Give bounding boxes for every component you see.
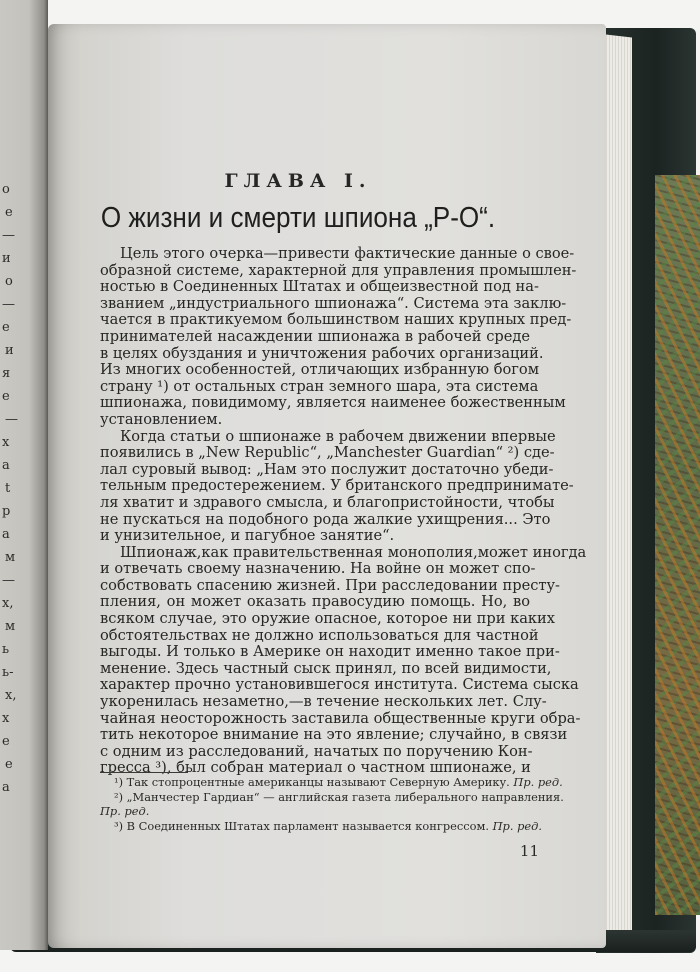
- text-line: чайная неосторожность заставила общественные круги обра-: [100, 709, 581, 727]
- left-page-fragment: е: [2, 320, 10, 335]
- footnote-3: [100, 818, 542, 834]
- left-page-fragment: е: [5, 205, 13, 220]
- text-line: укоренилась незаметно,—в течение нескольких лет. Слу-: [100, 693, 547, 711]
- footnote-1: [100, 775, 563, 790]
- left-page-fragment: а: [2, 458, 10, 473]
- left-page-fragment: ь-: [2, 665, 14, 680]
- text-line: Когда статьи о шпионаже в рабочем движении впервые: [120, 427, 556, 445]
- left-page-fragment: о: [5, 274, 13, 289]
- footnote-text: ³) В Соединенных Штатах парламент называется конгрессом.: [114, 818, 489, 833]
- text-line: характер прочно установившегося института. Система сыска: [100, 676, 579, 694]
- left-page-fragment: о: [2, 182, 10, 197]
- left-page-fragment: —: [2, 573, 15, 588]
- left-page-fragment: я: [2, 366, 11, 381]
- left-page-fragment: х: [2, 711, 10, 726]
- text-line: не пускаться на подобного рода жалкие ухищрения... Это: [100, 510, 551, 528]
- text-line: званием „индустриального шпионажа“. Система эта заклю-: [100, 294, 567, 312]
- left-page-fragment: —: [2, 228, 15, 243]
- left-page-fragment: е: [2, 389, 10, 404]
- left-page-fragment: а: [2, 527, 10, 542]
- text-line: и унизительное, и пагубное занятие“.: [100, 527, 395, 545]
- footnote-text: ¹) Так стопроцентные американцы называют Северную Америку.: [114, 775, 510, 789]
- left-page-fragment: и: [2, 251, 11, 266]
- text-line: ностью в Соединенных Штатах и общеизвестной под на-: [100, 278, 539, 296]
- text-line: и отвечать своему назначению. На войне он может спо-: [100, 560, 536, 578]
- text-line: установлением.: [100, 410, 223, 428]
- page-number: 11: [519, 842, 539, 860]
- text-line: Цель этого очерка—привести фактические данные о свое-: [120, 245, 575, 262]
- body-text: [100, 245, 587, 777]
- left-page-fragment: —: [2, 297, 15, 312]
- left-page-fragment: х: [2, 435, 10, 450]
- left-page-fragment: х,: [5, 688, 17, 703]
- chapter-heading: ГЛАВА I.: [224, 170, 372, 192]
- text-line: чается в практикуемом большинством наших крупных пред-: [100, 311, 572, 329]
- text-line: в целях обуздания и уничтожения рабочих организаций.: [100, 344, 544, 362]
- text-line: шпионажа, повидимому, является наименее божественным: [100, 394, 566, 412]
- text-line: образной системе, характерной для управления промышлен-: [100, 261, 577, 279]
- text-line: выгоды. И только в Америке он находит именно такое при-: [100, 643, 560, 661]
- editor-note: Пр. ред.: [100, 804, 150, 818]
- left-page-fragment: м: [5, 619, 16, 634]
- editor-note: Пр. ред.: [492, 818, 542, 833]
- text-line: страну ¹) от остальных стран земного шара, эта система: [100, 377, 539, 395]
- left-page-fragment: t: [5, 481, 11, 496]
- left-page-fragment: е: [5, 757, 13, 772]
- text-line: гресса ³), был собран материал о частном шпионаже, и: [100, 759, 531, 777]
- footnote-2: [100, 789, 564, 805]
- text-line: собствовать спасению жизней. При расследовании престу-: [100, 576, 560, 594]
- text-line: Из многих особенностей, отличающих избранную богом: [100, 361, 540, 379]
- left-page-fragment: —: [5, 412, 18, 427]
- text-line: тельным предостережением. У британского предпринимате-: [100, 477, 574, 495]
- editor-note: Пр. ред.: [513, 775, 563, 789]
- left-page: [0, 0, 48, 950]
- text-line: тить некоторое внимание на это явление; случайно, в связи: [100, 726, 568, 744]
- left-page-text-fragments: [1, 0, 41, 950]
- text-line: лал суровый вывод: „Нам это послужит достаточно убеди-: [100, 460, 554, 478]
- left-page-fragment: и: [5, 343, 14, 358]
- text-line: с одним из расследований, начатых по поручению Кон-: [100, 742, 533, 760]
- marbled-cover-corner: [655, 175, 700, 915]
- footnote-rule: [100, 772, 188, 773]
- text-line: Шпионаж,как правительственная монополия,может иногда: [120, 543, 587, 561]
- text-line: ля хватит и здравого смысла, и благопристойности, чтобы: [100, 493, 555, 511]
- left-page-fragment: а: [2, 780, 10, 795]
- text-line: всяком случае, это оружие опасное, которое ни при каких: [100, 610, 556, 628]
- footnote-2-editor: [100, 804, 530, 819]
- text-line: менение. Здесь частный сыск принял, по всей видимости,: [100, 659, 552, 677]
- chapter-title: О жизни и смерти шпиона „Р-О“.: [100, 202, 496, 234]
- text-line: обстоятельствах не должно использоваться для частной: [100, 626, 539, 644]
- text-line: принимателей насаждении шпионажа в рабочей среде: [100, 327, 530, 345]
- left-page-fragment: х,: [2, 596, 14, 611]
- left-page-fragment: м: [5, 550, 16, 565]
- left-page-fragment: ь: [2, 642, 10, 657]
- text-line: пления, он может оказать правосудию помощь. Но, во: [100, 593, 530, 611]
- footnote-text: ²) „Манчестер Гардиан“ — английская газета либерального направления.: [114, 789, 564, 804]
- text-line: появились в „New Republic“, „Manchester Guardian“ ²) сде-: [100, 444, 555, 462]
- left-page-fragment: р: [2, 504, 11, 519]
- footnotes: [100, 775, 564, 833]
- left-page-fragment: е: [2, 734, 10, 749]
